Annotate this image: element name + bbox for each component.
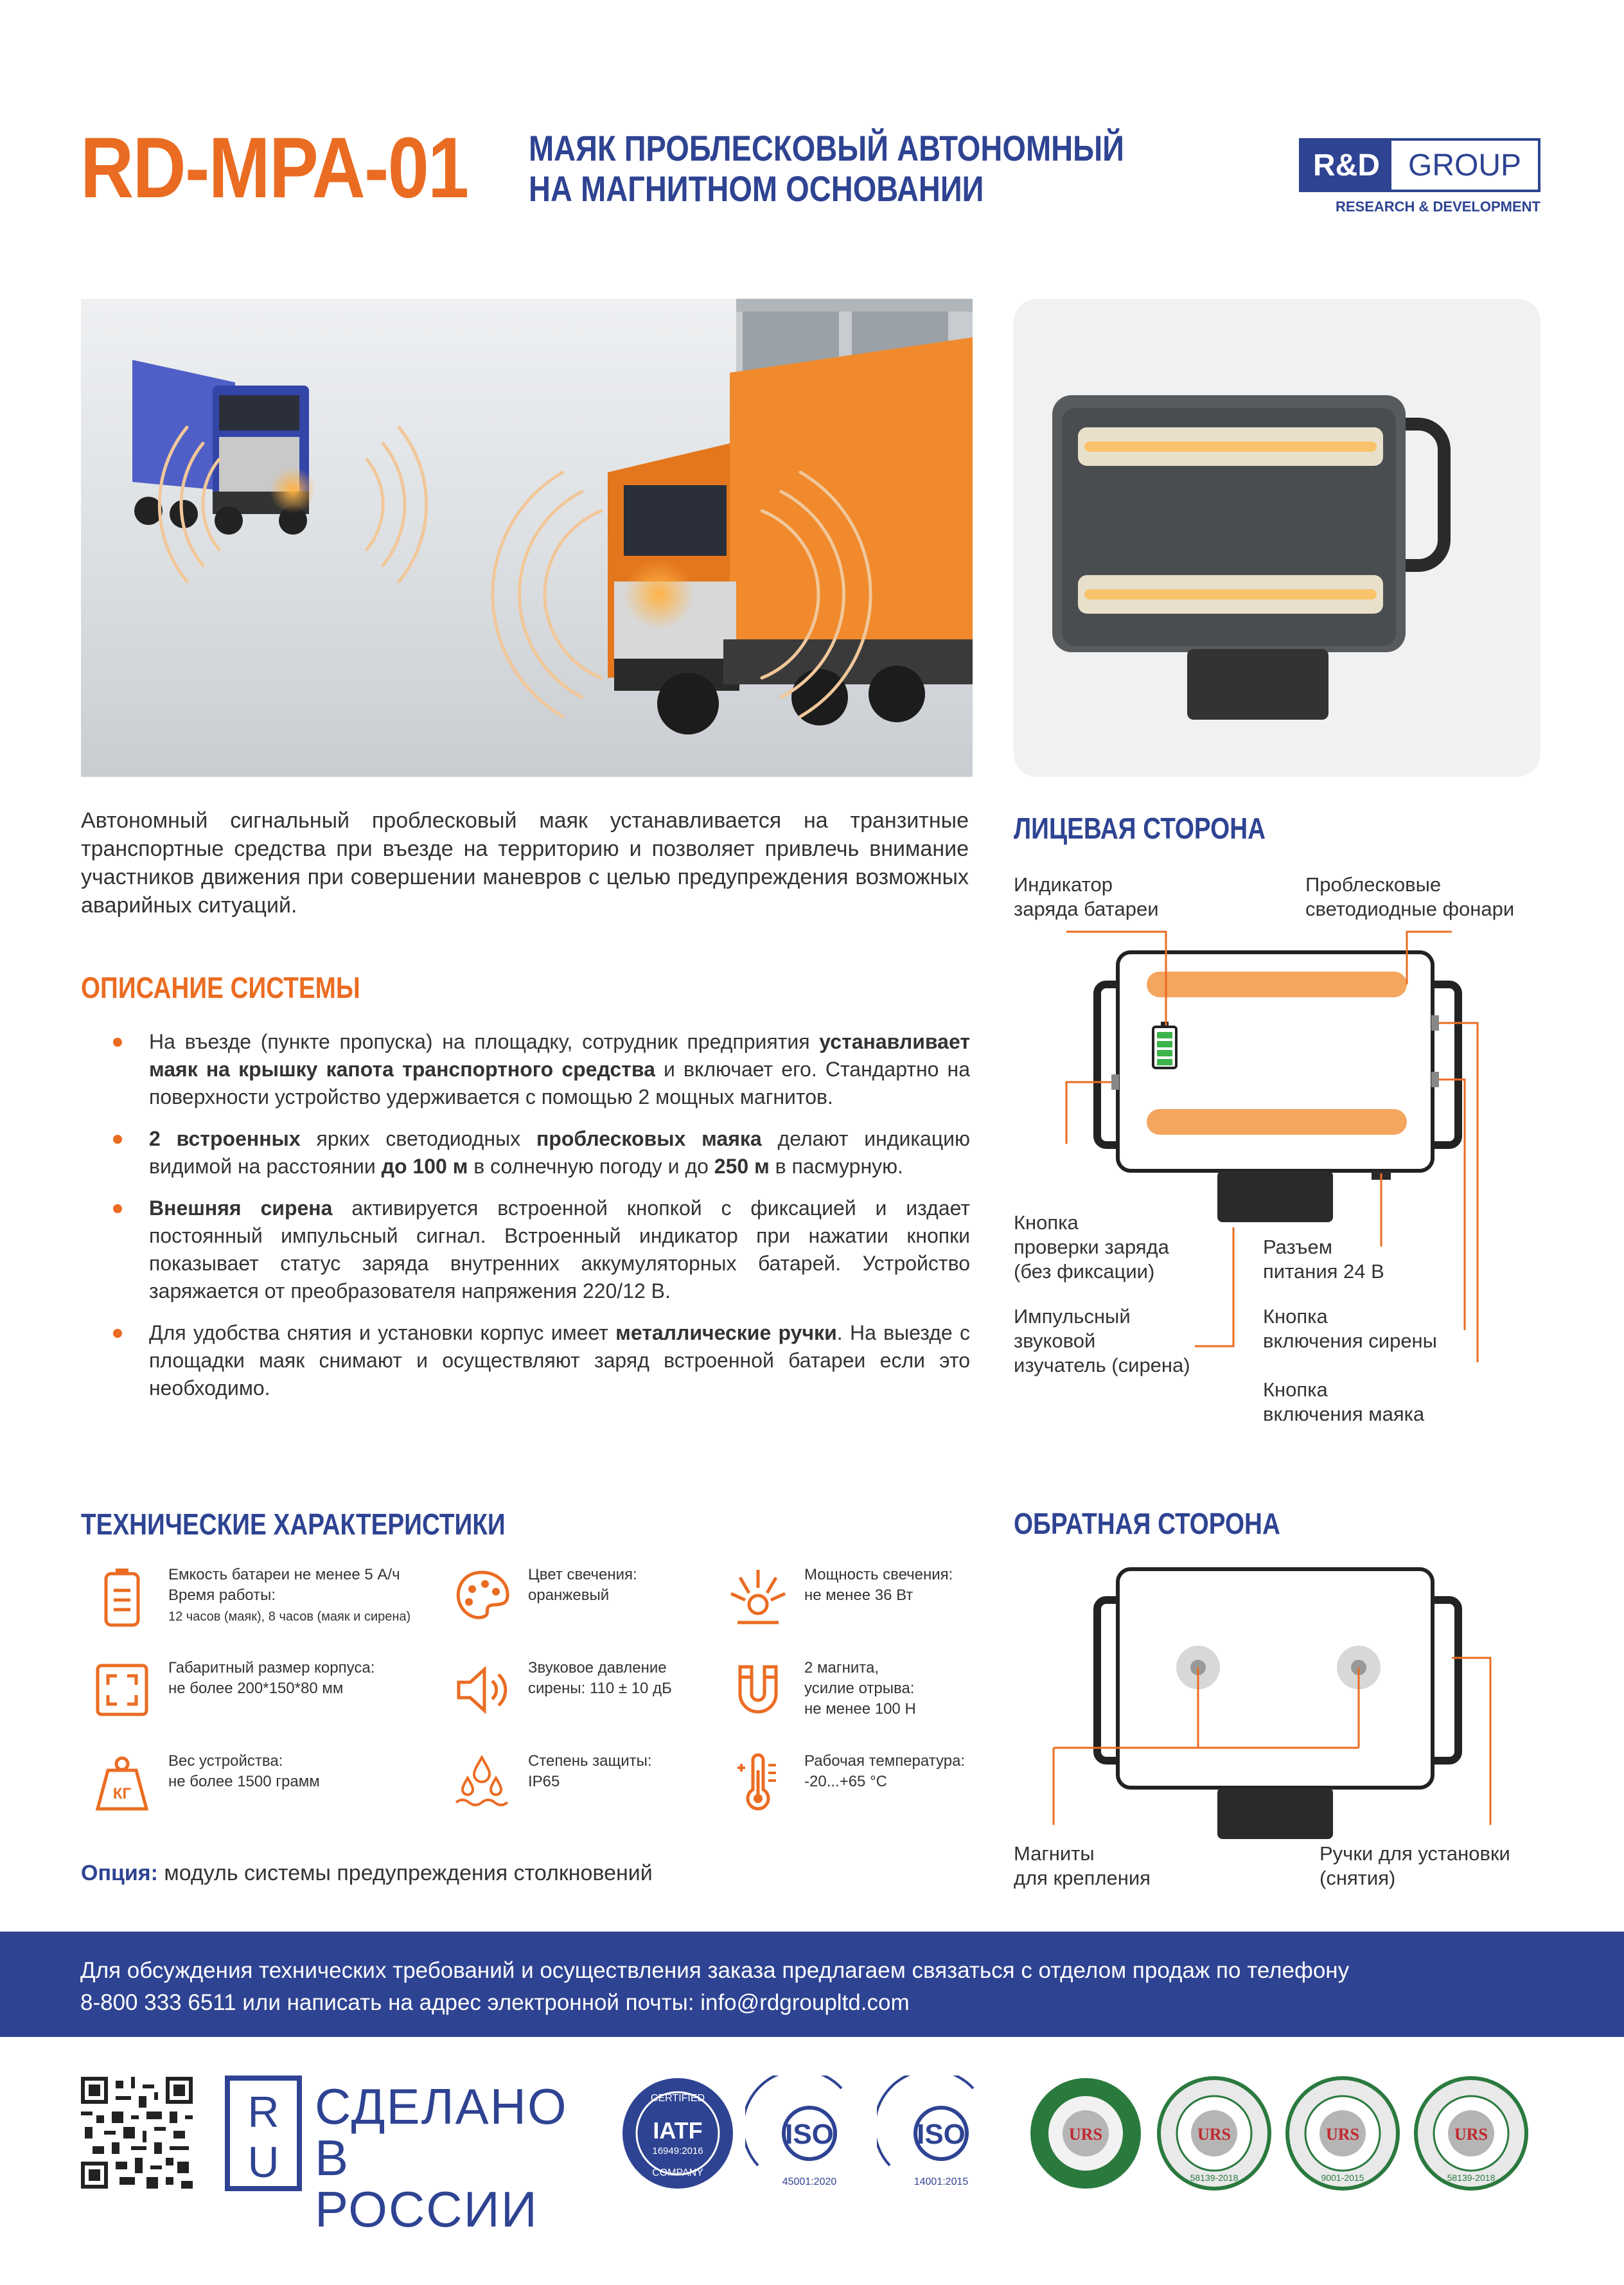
- description-list: [109, 1028, 970, 1416]
- urs-9001-badge: [1285, 2076, 1400, 2191]
- iatf-certificate-badge: [620, 2076, 736, 2191]
- spec-magnets: 2 магнита, усилие отрыва: не менее 100 Н: [726, 1658, 916, 1722]
- description-item: На въезде (пункте пропуска) на площадку, сотрудник предприятия устанавливает маяк на крышку капота транспортного средства и включает его. Стандартно на поверхности устройство удерживается с помощью 2 мощных магнитов.: [109, 1028, 970, 1111]
- thermometer-icon: [726, 1751, 790, 1815]
- label-siren-button: Кнопка включения сирены: [1263, 1305, 1437, 1352]
- svg-text:U: U: [247, 2138, 279, 2187]
- back-side-heading: ОБРАТНАЯ СТОРОНА: [1014, 1507, 1280, 1540]
- product-title: [529, 129, 1124, 209]
- urs-58139-badge: [1156, 2076, 1272, 2191]
- palette-icon: [450, 1565, 514, 1629]
- company-logo: [1299, 138, 1540, 215]
- contact-band: [0, 1932, 1624, 2037]
- water-drops-icon: [450, 1751, 514, 1815]
- spec-weight: КГ Вес устройства: не более 1500 грамм: [90, 1751, 320, 1815]
- svg-text:URS: URS: [1454, 2125, 1488, 2144]
- svg-text:URS: URS: [1068, 2125, 1103, 2144]
- hero-trucks-image: [81, 299, 973, 777]
- label-battery-indicator: Индикатор заряда батареи: [1014, 873, 1159, 920]
- spec-temperature: Рабочая температура: -20...+65 °C: [726, 1751, 965, 1815]
- spec-power: Мощность свечения: не менее 36 Вт: [726, 1565, 953, 1629]
- intro-paragraph: Автономный сигнальный проблесковый маяк устанавливается на транзитные транспортные средства при въезде на территорию и позволяет привлечь внимание участников движения при совершении маневров с целью предупреждения возможных аварийных ситуаций.: [81, 808, 969, 918]
- logo-subtitle: RESEARCH & DEVELOPMENT: [1335, 199, 1540, 215]
- ru-mark-icon: [225, 2076, 302, 2191]
- urs-rus-badge: [1413, 2076, 1529, 2191]
- logo-rd: R&D: [1302, 141, 1391, 190]
- label-beacon-button: Кнопка включения маяка: [1263, 1378, 1425, 1425]
- urs-certificate-badge: [1028, 2076, 1143, 2191]
- title-line-1: МАЯК ПРОБЛЕСКОВЫЙ АВТОНОМНЫЙ: [529, 128, 1124, 168]
- svg-text:R: R: [247, 2088, 279, 2137]
- orange-truck: [608, 337, 973, 734]
- front-side-heading: ЛИЦЕВАЯ СТОРОНА: [1014, 812, 1266, 845]
- speaker-icon: [450, 1658, 514, 1722]
- back-side-diagram: [1002, 1555, 1567, 1889]
- magnet-icon: [726, 1658, 790, 1722]
- description-heading: ОПИСАНИЕ СИСТЕМЫ: [81, 971, 360, 1004]
- label-handles: Ручки для установки (снятия): [1320, 1842, 1510, 1889]
- product-model: RD-MPA-01: [80, 120, 468, 216]
- specs-heading: ТЕХНИЧЕСКИЕ ХАРАКТЕРИСТИКИ: [81, 1507, 506, 1541]
- description-item: Внешняя сирена активируется встроенной кнопкой с фиксацией и издает постоянный импульсный сигнал. Встроенный индикатор при нажатии кнопки показывает статус заряда внутренних аккумуляторных батарей. Устройство заряжается от преобразователя напряжения 220/12 В.: [109, 1195, 970, 1305]
- spec-size: Габаритный размер корпуса: не более 200*150*80 мм: [90, 1658, 375, 1722]
- svg-text:IATF: IATF: [653, 2117, 703, 2144]
- title-line-2: НА МАГНИТНОМ ОСНОВАНИИ: [529, 168, 984, 209]
- iso-45001-badge: [745, 2076, 867, 2191]
- dimensions-icon: [90, 1658, 154, 1722]
- made-in-russia-badge: R U СДЕЛАНО В РОССИИ: [225, 2076, 585, 2191]
- light-burst-icon: [726, 1565, 790, 1629]
- contact-line-1: Для обсуждения технических требований и осуществления заказа предлагаем связаться с отделом продаж по телефону: [80, 1958, 1350, 1983]
- battery-icon: [90, 1565, 154, 1629]
- logo-group: GROUP: [1408, 148, 1521, 182]
- spec-protection: Степень защиты: IP65: [450, 1751, 652, 1815]
- svg-text:14001:2015: 14001:2015: [914, 2176, 969, 2187]
- weight-icon: [90, 1751, 154, 1815]
- svg-text:КГ: КГ: [112, 1785, 132, 1802]
- description-item: Для удобства снятия и установки корпус имеет металлические ручки. На выезде с площадки маяк снимают и осуществляют заряд встроенной батареи если это необходимо.: [109, 1319, 970, 1402]
- svg-text:16949:2016: 16949:2016: [652, 2146, 703, 2156]
- label-led-lights: Проблесковые светодиодные фонари: [1305, 873, 1515, 920]
- svg-text:58139-2018: 58139-2018: [1190, 2173, 1239, 2183]
- spec-color: Цвет свечения: оранжевый: [450, 1565, 637, 1629]
- option-note: Опция: модуль системы предупреждения столкновений: [81, 1861, 653, 1885]
- description-item: 2 встроенных ярких светодиодных проблесковых маяка делают индикацию видимой на расстоянии до 100 м в солнечную погоду и до 250 м в пасмурную.: [109, 1125, 970, 1180]
- svg-text:CERTIFIED: CERTIFIED: [650, 2093, 705, 2104]
- qr-code-icon: [81, 2077, 193, 2189]
- svg-text:COMPANY: COMPANY: [652, 2167, 703, 2178]
- iso-14001-badge: [877, 2076, 999, 2191]
- label-check-button: Кнопка проверки заряда (без фиксации): [1014, 1211, 1169, 1283]
- svg-text:ISO: ISO: [917, 2119, 966, 2150]
- device-photo: [1014, 299, 1540, 777]
- svg-text:URS: URS: [1325, 2125, 1360, 2144]
- svg-text:ISO: ISO: [785, 2119, 834, 2150]
- spec-sound: Звуковое давление сирены: 110 ± 10 дБ: [450, 1658, 672, 1722]
- label-siren: Импульсный звуковой изучатель (сирена): [1014, 1305, 1190, 1376]
- svg-text:45001:2020: 45001:2020: [782, 2176, 837, 2187]
- contact-line-2: 8-800 333 6511 или написать на адрес электронной почты: info@rdgroupltd.com: [80, 1990, 910, 2015]
- label-magnets: Магниты для крепления: [1014, 1842, 1151, 1889]
- svg-text:9001-2015: 9001-2015: [1321, 2173, 1364, 2183]
- svg-text:URS: URS: [1197, 2125, 1231, 2144]
- label-power-connector: Разъем питания 24 В: [1263, 1236, 1384, 1283]
- svg-text:58139-2018: 58139-2018: [1447, 2173, 1496, 2183]
- spec-battery: Емкость батареи не менее 5 А/ч Время работы: 12 часов (маяк), 8 часов (маяк и сирена): [90, 1565, 410, 1629]
